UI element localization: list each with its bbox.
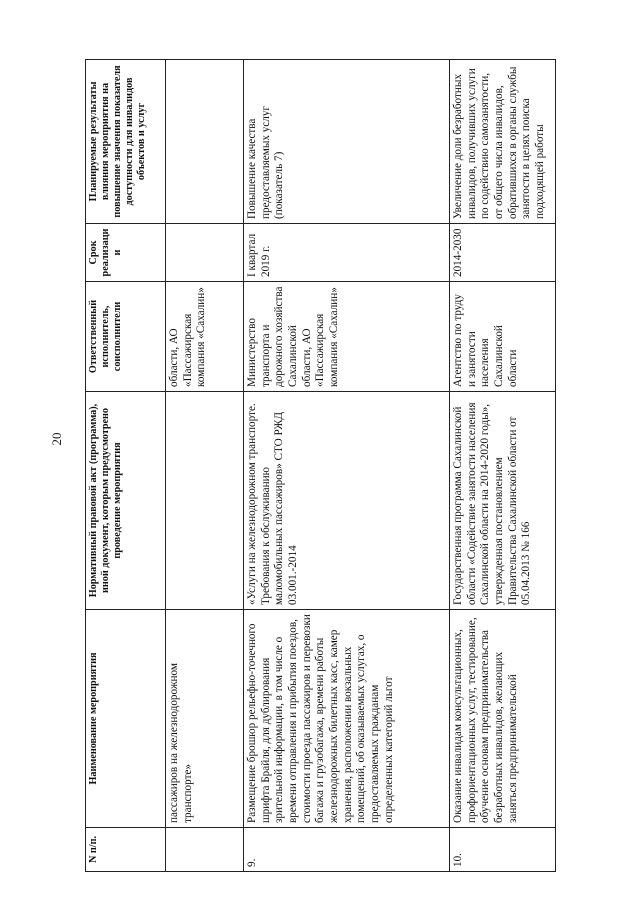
cell-name: пассажиров на железнодорожном транспорте» — [166, 610, 244, 828]
cell-responsible: Министерство транспорта и дорожного хозяйства Сахалинской области, АО «Пассажирская компания «Сахалин» — [244, 282, 450, 392]
cell-result: Увеличение доли безработных инвалидов, получивших услуги по содействию самозанятости, от общего числа инвалидов, обратившихся в органы службы занятости в целях поиска подходящей работы — [450, 60, 556, 224]
table-row — [450, 60, 556, 872]
header-num: N п/п. — [86, 828, 166, 872]
page-number: 20 — [49, 432, 64, 446]
table-header-row — [86, 60, 166, 872]
header-act: Нормативный правовой акт (программа), иной документ, которым предусмотрено проведение мероприятия — [86, 392, 166, 610]
cell-act: Государственная программа Сахалинской области «Содействие занятости населения Сахалинской области на 2014-2020 годы», утвержденная постановлением Правительства Сахалинской области от 05.04.2013 № 166 — [450, 392, 556, 610]
header-term: Срок реализации — [86, 224, 166, 282]
cell-act: «Услуги на железнодорожном транспорте. Требования к обслуживанию маломобильных пассажиров» СТО РЖД 03.001.-2014 — [244, 392, 450, 610]
rotated-table-container — [85, 60, 555, 872]
cell-term: 2014-2030 — [450, 224, 556, 282]
header-responsible: Ответственный исполнитель, соисполнители — [86, 282, 166, 392]
cell-num: 9. — [244, 828, 450, 872]
cell-responsible: области, АО «Пассажирская компания «Сахалин» — [166, 282, 244, 392]
table-row — [166, 60, 244, 872]
header-result: Планируемые результаты влияния мероприятия на повышение значения показателя доступности для инвалидов объектов и услуг — [86, 60, 166, 224]
cell-name: Оказание инвалидам консультационных, профориентационных услуг, тестирование, обучение основам предпринимательства безработных инвалидов, желающих заняться предпринимательской — [450, 610, 556, 828]
cell-num: 10. — [450, 828, 556, 872]
cell-name: Размещение брошюр рельефно-точечного шрифта Брайля, для дублирования зрительной информации, в том числе о времени отправления и прибытия поездов, стоимости проезда пассажиров и перевозки багажа и грузобагажа, времени работы железнодорожных билетных касс, камер хранения, расположении вокзальных помещений, об оказываемых услугах, о предоставляемых гражданам определенных категорий льгот — [244, 610, 450, 828]
header-name: Наименование мероприятия — [86, 610, 166, 828]
cell-result — [166, 60, 244, 224]
cell-num — [166, 828, 244, 872]
table-row — [244, 60, 450, 872]
measures-table — [85, 59, 556, 872]
cell-term: I квартал 2019 г. — [244, 224, 450, 282]
cell-responsible: Агентство по труду и занятости населения Сахалинской области — [450, 282, 556, 392]
cell-term — [166, 224, 244, 282]
cell-act — [166, 392, 244, 610]
cell-result: Повышение качества предоставляемых услуг (показатель 7) — [244, 60, 450, 224]
